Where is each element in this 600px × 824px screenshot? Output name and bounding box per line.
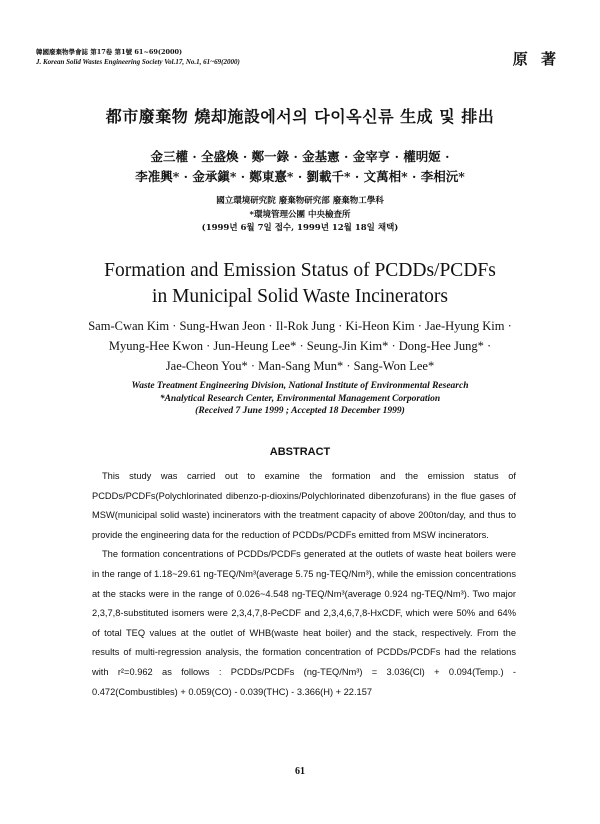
english-authors-line: Myung-Hee Kwon · Jun-Heung Lee* · Seung-Jin Kim* · Dong-Hee Jung* ·: [108, 339, 492, 353]
abstract-body: [92, 467, 516, 702]
korean-affiliation-line: *環境管理公團 中央檢査所: [249, 209, 351, 220]
journal-name-korean: 韓國廢棄物學會誌 第17卷 第1號 61~69(2000): [36, 48, 183, 56]
english-title-line: Formation and Emission Status of PCDDs/PCDFs: [104, 260, 496, 281]
korean-received-date: (1999년 6월 7일 접수, 1999년 12월 18일 채택): [201, 223, 399, 233]
english-affiliation: [0, 380, 600, 418]
abstract-heading: ABSTRACT: [269, 446, 331, 458]
english-title-line: in Municipal Solid Waste Incinerators: [152, 286, 448, 307]
korean-authors-line: 李准興* · 金承鎭* · 鄭東憙* · 劉載千* · 文萬相* · 李相沅*: [135, 169, 465, 184]
abstract-paragraph: This study was carried out to examine the formation and the emission status of PCDDs/PCDFs(Polychlorinated dibenzo-p-dioxins/Polychlorinated dibenzofurans) in the flue gases of MSW(municipal solid waste) incinerators with the treatment capacity of above 200ton/day, and thus to provide the engineering data for the reduction of PCDDs/PCDFs emitted from MSW incinerators.: [92, 471, 516, 540]
english-received-date: (Received 7 June 1999 ; Accepted 18 December 1999): [195, 406, 405, 416]
korean-affiliation-line: 國立環境研究院 廢棄物研究部 廢棄物工學科: [216, 196, 384, 206]
korean-affiliation: [0, 195, 600, 236]
korean-authors: [0, 147, 600, 187]
english-authors-line: Sam-Cwan Kim · Sung-Hwan Jeon · Il-Rok Jung · Ki-Heon Kim · Jae-Hyung Kim ·: [88, 319, 512, 333]
english-affiliation-line: Waste Treatment Engineering Division, National Institute of Environmental Research: [131, 381, 469, 391]
journal-header: [36, 47, 240, 67]
english-affiliation-line: *Analytical Research Center, Environmental Management Corporation: [159, 393, 441, 404]
article-type-label: 原 著: [512, 50, 560, 68]
english-authors-line: Jae-Cheon You* · Man-Sang Mun* · Sang-Won Lee*: [165, 359, 435, 373]
journal-name-english: J. Korean Solid Wastes Engineering Society Vol.17, No.1, 61~69(2000): [36, 58, 240, 66]
page-number: 61: [295, 766, 305, 777]
korean-authors-line: 金三權 · 全盛煥 · 鄭一錄 · 金基憲 · 金宰亨 · 權明姬 ·: [150, 149, 450, 164]
english-title: [0, 258, 600, 310]
korean-title: 都市廢棄物 燒却施設에서의 다이옥신류 生成 및 排出: [105, 107, 495, 126]
english-authors: [0, 316, 600, 376]
abstract-paragraph: The formation concentrations of PCDDs/PCDFs generated at the outlets of waste heat boilers were in the range of 1.18~29.61 ng-TEQ/Nm³(average 5.75 ng-TEQ/Nm³), while the emission concentrations at the stacks were in the range of 0.026~4.548 ng-TEQ/Nm³(average 0.924 ng-TEQ/Nm³). Two major 2,3,7,8-substituted isomers were 2,3,4,7,8-PeCDF and 2,3,4,6,7,8-HxCDF, which were 50% and 64% of total TEQ values at the outlet of WHB(waste heat boiler) and the stack, respectively. From the results of multi-regression analysis, the formation concentration of PCDDs/PCDFs had the relations with r²=0.962 as follows : PCDDs/PCDFs (ng-TEQ/Nm³) = 3.036(Cl) + 0.094(Temp.) - 0.472(Combustibles) + 0.059(CO) - 0.039(THC) - 3.366(H) + 22.157: [92, 549, 516, 697]
